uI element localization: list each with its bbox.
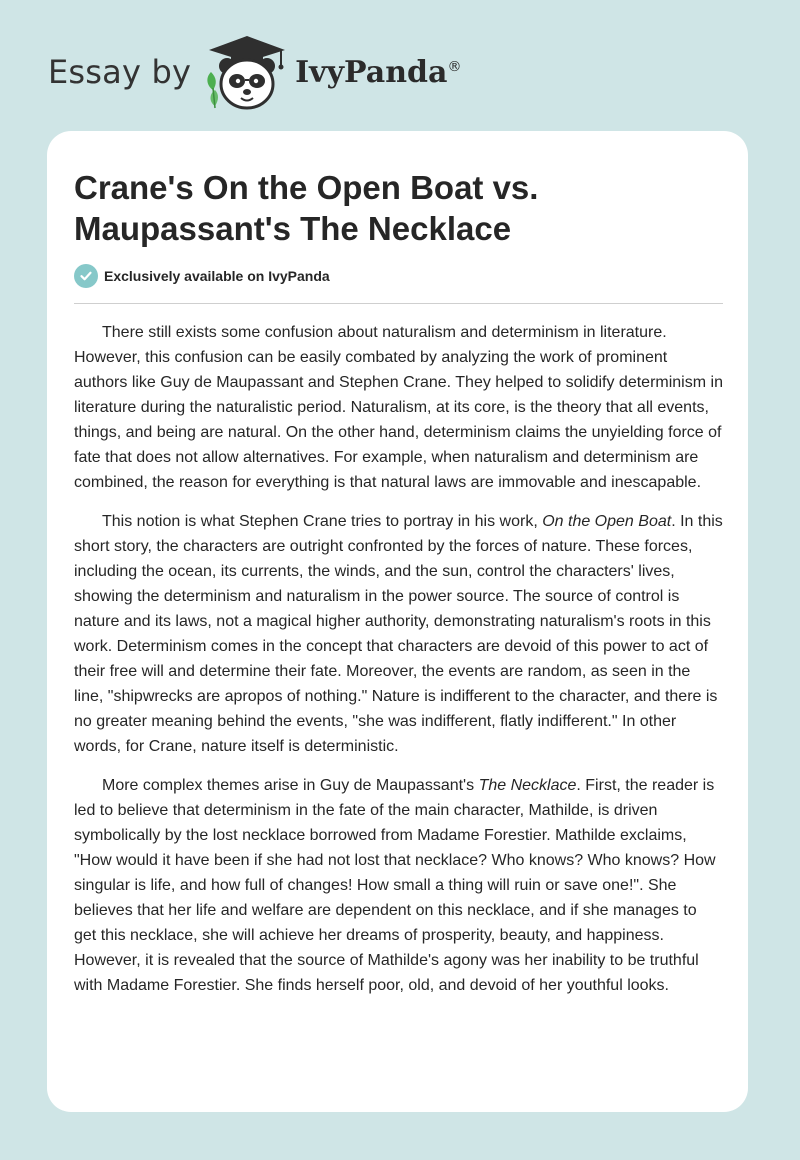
essay-body	[74, 320, 723, 1012]
paragraph-2: This notion is what Stephen Crane tries to portray in his work, On the Open Boat. In this short story, the characters are outright confronted by the forces of nature. These forces, including the ocean, its currents, the winds, and the sun, control the characters' lives, showing the determinism and naturalism in the power source. The source of control is nature and its laws, not a magical higher authority, demonstrating naturalism's roots in this work. Determinism comes in the concept that characters are devoid of this power to act of their free will and determine their fate. Moreover, the events are random, as seen in the line, "shipwrecks are apropos of nothing." Nature is indifferent to the character, and there is no greater meaning behind the events, "she was indifferent, flatly indifferent." In other words, for Crane, nature itself is deterministic.	[74, 513, 723, 755]
work-title-open-boat: On the Open Boat	[542, 513, 672, 530]
exclusive-badge	[74, 264, 330, 288]
essay-by-label: Essay by	[48, 53, 192, 91]
site-header	[48, 32, 461, 112]
panda-logo-icon[interactable]	[201, 32, 293, 112]
title-divider	[74, 303, 723, 304]
paragraph-1: There still exists some confusion about naturalism and determinism in literature. However, this confusion can be easily combated by analyzing the work of prominent authors like Guy de Maupassant and Stephen Crane. They helped to solidify determinism in literature during the naturalistic period. Naturalism, at its core, is the theory that all events, things, and being are natural. On the other hand, determinism claims the unyielding force of fate that does not allow alternatives. For example, when naturalism and determinism are combined, the reason for everything is that natural laws are immovable and inescapable.	[74, 324, 723, 491]
essay-card	[47, 131, 748, 1112]
paragraph-3: More complex themes arise in Guy de Maupassant's The Necklace. First, the reader is led to believe that determinism in the fate of the main character, Mathilde, is driven symbolically by the lost necklace borrowed from Madame Forestier. Mathilde exclaims, "How would it have been if she had not lost that necklace? Who knows? Who knows? How singular is life, and how full of changes! How small a thing will ruin or save one!". She believes that her life and welfare are dependent on this necklace, and if she manages to get this necklace, she will achieve her dreams of prosperity, beauty, and happiness. However, it is revealed that the source of Mathilde's agony was her inability to be truthful with Madame Forestier. She finds herself poor, old, and devoid of her youthful looks.	[74, 777, 716, 994]
essay-title: Crane's On the Open Boat vs. Maupassant's The Necklace	[74, 169, 539, 247]
brand-name[interactable]: IvyPanda®	[295, 54, 462, 90]
work-title-necklace: The Necklace	[478, 777, 577, 794]
check-circle-icon	[74, 264, 98, 288]
exclusive-label: Exclusively available on IvyPanda	[104, 268, 330, 284]
registered-mark: ®	[447, 58, 462, 75]
